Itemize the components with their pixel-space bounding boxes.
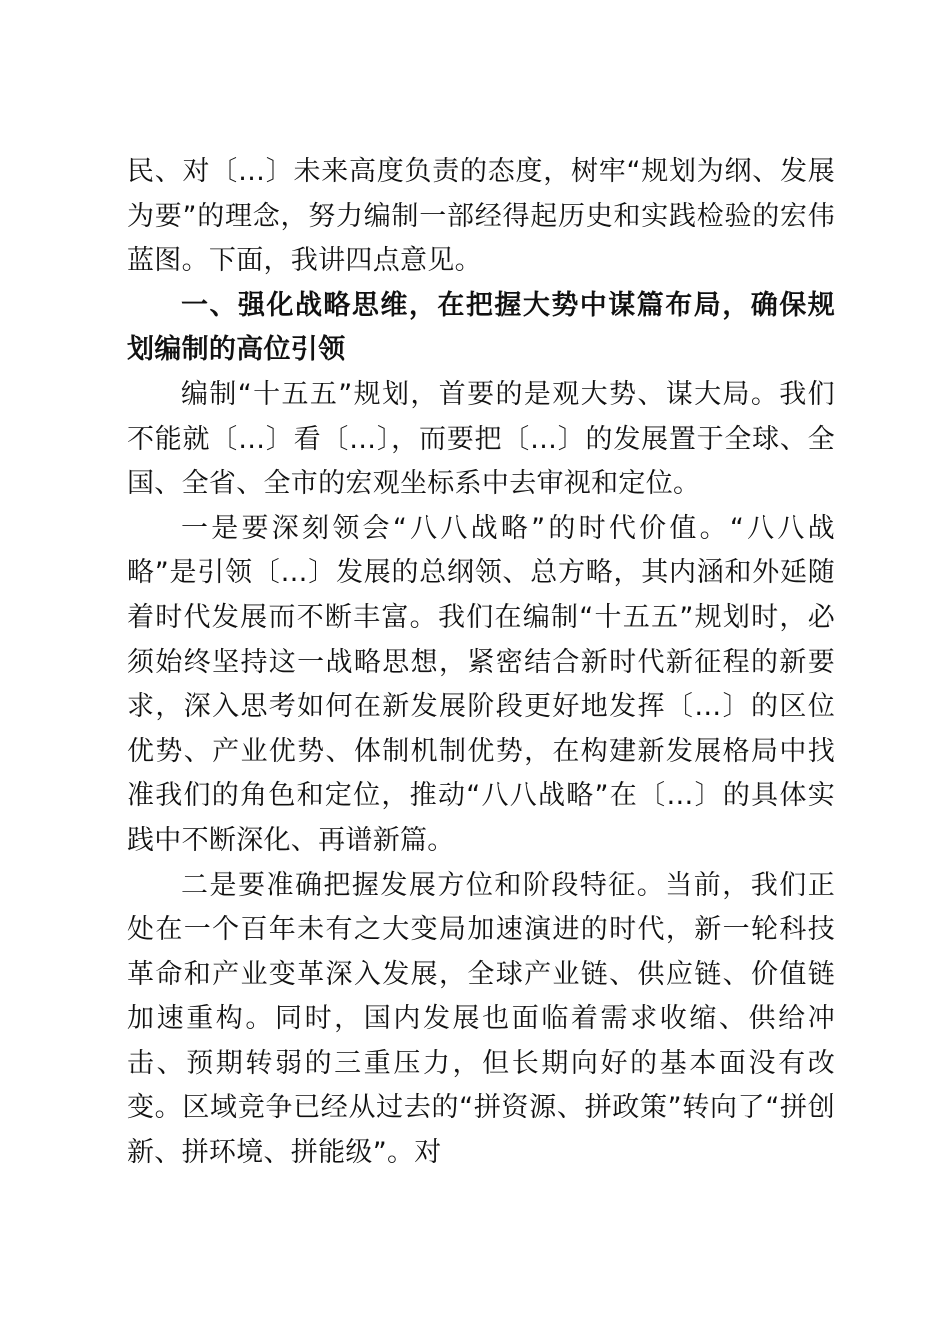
paragraph-intro: 编制“十五五”规划，首要的是观大势、谋大局。我们不能就〔…〕看〔…〕，而要把〔…〕的发展置于全球、全国、全省、全市的宏观坐标系中去审视和定位。 xyxy=(127,378,835,500)
section-heading: 一、强化战略思维，在把握大势中谋篇布局，确保规划编制的高位引领 xyxy=(127,289,835,366)
paragraph-point-one: 一是要深刻领会“八八战略”的时代价值。“八八战略”是引领〔…〕发展的总纲领、总方略，其内涵和外延随着时代发展而不断丰富。我们在编制“十五五”规划时，必须始终坚持这一战略思想，紧密结合新时代新征程的新要求，深入思考如何在新发展阶段更好地发挥〔…〕的区位优势、产业优势、体制机制优势，在构建新发展格局中找准我们的角色和定位，推动“八八战略”在〔…〕的具体实践中不断深化、再谱新篇。 xyxy=(127,512,835,856)
paragraph-continuation: 民、对〔…〕未来高度负责的态度，树牢“规划为纲、发展为要”的理念，努力编制一部经得起历史和实践检验的宏伟蓝图。下面，我讲四点意见。 xyxy=(127,156,835,277)
document-body xyxy=(127,150,835,1176)
paragraph-point-two: 二是要准确把握发展方位和阶段特征。当前，我们正处在一个百年未有之大变局加速演进的时代，新一轮科技革命和产业变革深入发展，全球产业链、供应链、价值链加速重构。同时，国内发展也面临着需求收缩、供给冲击、预期转弱的三重压力，但长期向好的基本面没有改变。区域竞争已经从过去的“拼资源、拼政策”转向了“拼创新、拼环境、拼能级”。对 xyxy=(127,869,835,1169)
